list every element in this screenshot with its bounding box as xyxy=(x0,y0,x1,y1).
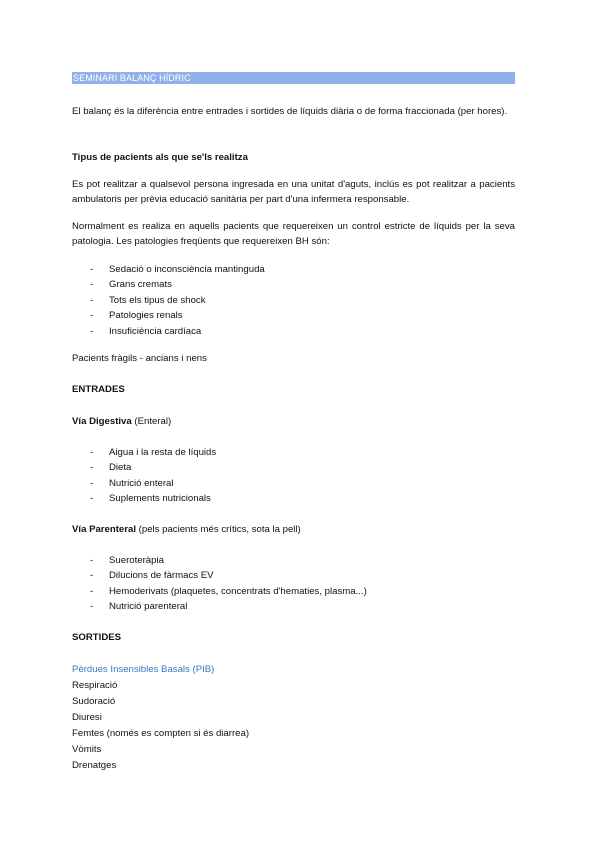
enteral-heading: Vía Digestiva (Enteral) xyxy=(72,416,172,427)
patients-text: Es pot realitzar a qualsevol persona ingresada en una unitat d'aguts, inclús es pot realitzar a pacients ambulatoris per prèvia educació sanitària per part d'una infermera responsable. xyxy=(72,179,515,205)
list-item: Sudoració xyxy=(72,696,116,707)
fragile-line xyxy=(72,351,515,366)
patients-heading-block xyxy=(72,150,515,165)
list-item: - Sedació o inconsciència mantinguda xyxy=(90,264,265,275)
list-item: - Suplements nutricionals xyxy=(90,493,211,505)
enteral-heading-block xyxy=(72,414,515,429)
parenteral-list xyxy=(72,553,515,615)
fragile-text: Pacients fràgils - ancians i nens xyxy=(72,353,207,364)
sortides-block xyxy=(72,662,515,774)
list-item: - Aigua i la resta de líquids xyxy=(90,447,217,458)
patients-heading: Tipus de pacients als que se'ls realitza xyxy=(72,152,248,163)
title-bar xyxy=(72,72,515,84)
list-item: Diuresi xyxy=(72,712,102,723)
list-item: - Dilucions de fàrmacs EV xyxy=(90,570,214,582)
normal-paragraph xyxy=(72,219,515,249)
parenteral-heading-block xyxy=(72,522,515,537)
parenteral-heading: Vía Parenteral (pels pacients més crítics, sota la pell) xyxy=(72,524,301,535)
entrades-heading-block xyxy=(72,382,515,397)
intro-paragraph xyxy=(72,104,515,119)
list-item: - Hemoderivats (plaquetes, concentrats d'hematies, plasma...) xyxy=(90,585,367,597)
list-item: - Nutrició enteral xyxy=(90,477,174,489)
normal-text: Normalment es realiza en aquells pacients que requereixen un control estricte de líquids per la seva patologia. Les patologies freqüents que requereixen BH són: xyxy=(72,221,515,247)
list-item: - Sueroteràpia xyxy=(90,555,164,566)
page-title: SEMINARI BALANÇ HÍDRIC xyxy=(72,72,515,84)
entrades-heading: ENTRADES xyxy=(72,384,125,395)
sortides-heading: SORTIDES xyxy=(72,632,122,643)
intro-text: El balanç és la diferència entre entrades i sortides de líquids diària o de forma fraccionada (per hores). xyxy=(72,106,508,117)
list-item: - Dieta xyxy=(90,462,132,474)
list-item: Respiració xyxy=(72,680,118,691)
list-item: - Nutrició parenteral xyxy=(90,601,188,613)
sortides-heading-block xyxy=(72,630,515,645)
pib-heading: Pèrdues Insensibles Basals (PIB) xyxy=(72,664,215,675)
pathologies-list xyxy=(72,262,515,339)
list-item: - Insuficiència cardíaca xyxy=(90,325,202,337)
patients-paragraph xyxy=(72,177,515,207)
list-item: Femtes (només es compten si és diarrea) xyxy=(72,728,250,739)
list-item: Vòmits xyxy=(72,744,102,755)
enteral-list xyxy=(72,445,515,507)
list-item: - Grans cremats xyxy=(90,279,172,291)
list-item: - Tots els tipus de shock xyxy=(90,294,206,306)
list-item: Drenatges xyxy=(72,760,117,771)
list-item: - Patologies renals xyxy=(90,310,183,322)
